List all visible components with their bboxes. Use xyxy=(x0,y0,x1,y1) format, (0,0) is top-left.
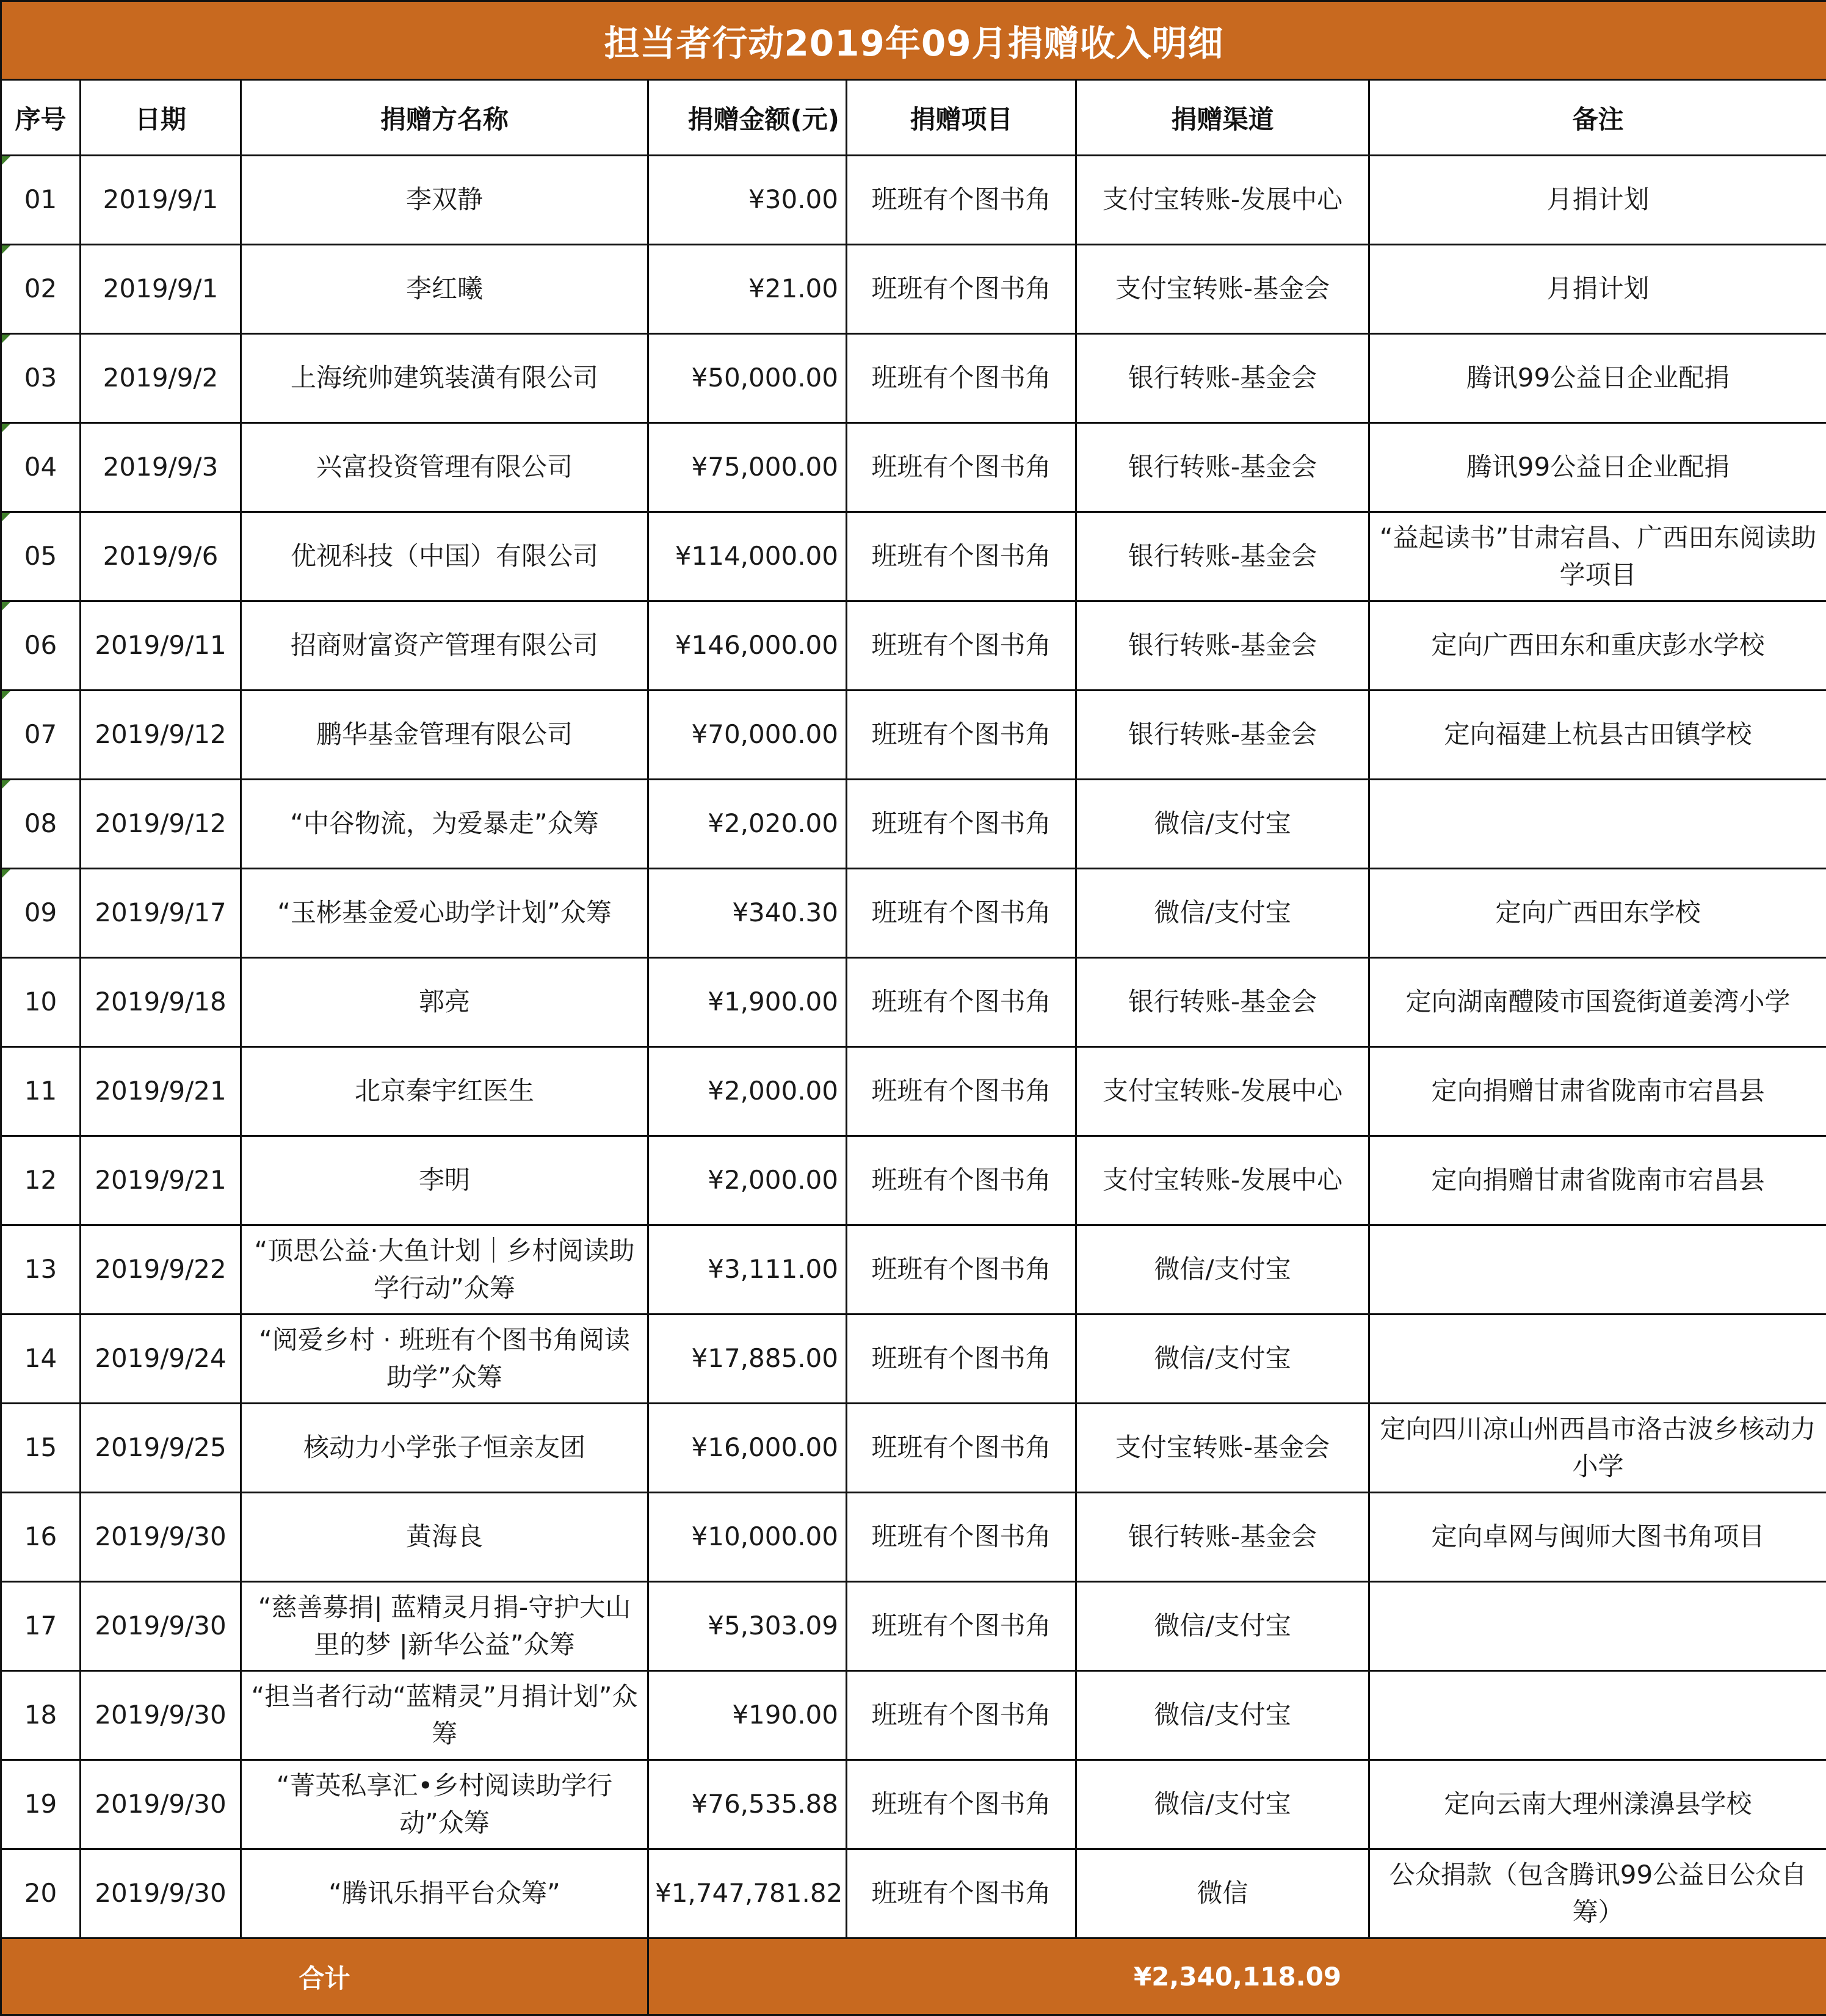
cell-date: 2019/9/12 xyxy=(81,691,241,780)
cell-date: 2019/9/22 xyxy=(81,1225,241,1314)
cell-date: 2019/9/30 xyxy=(81,1493,241,1582)
table-row xyxy=(1,780,1826,869)
sheet-title: 担当者行动2019年09月捐赠收入明细 xyxy=(1,1,1826,80)
cell-donor: “腾讯乐捐平台众筹” xyxy=(241,1849,648,1938)
cell-project: 班班有个图书角 xyxy=(847,1404,1076,1493)
cell-amount: ¥340.30 xyxy=(648,869,847,958)
cell-seq: 09 xyxy=(1,869,81,958)
cell-channel: 支付宝转账-基金会 xyxy=(1076,1404,1369,1493)
cell-note xyxy=(1369,1314,1826,1404)
cell-date: 2019/9/17 xyxy=(81,869,241,958)
cell-donor: 北京秦宇红医生 xyxy=(241,1047,648,1136)
cell-note: 腾讯99公益日企业配捐 xyxy=(1369,423,1826,512)
cell-channel: 微信/支付宝 xyxy=(1076,1760,1369,1849)
cell-channel: 微信 xyxy=(1076,1849,1369,1938)
cell-seq: 14 xyxy=(1,1314,81,1404)
cell-donor: 郭亮 xyxy=(241,958,648,1047)
cell-donor: 招商财富资产管理有限公司 xyxy=(241,601,648,691)
cell-project: 班班有个图书角 xyxy=(847,780,1076,869)
cell-channel: 银行转账-基金会 xyxy=(1076,423,1369,512)
cell-date: 2019/9/21 xyxy=(81,1136,241,1225)
table-row xyxy=(1,1849,1826,1938)
cell-project: 班班有个图书角 xyxy=(847,1671,1076,1760)
cell-project: 班班有个图书角 xyxy=(847,1136,1076,1225)
cell-donor: “顶思公益·大鱼计划｜乡村阅读助学行动”众筹 xyxy=(241,1225,648,1314)
cell-note: “益起读书”甘肃宕昌、广西田东阅读助学项目 xyxy=(1369,512,1826,601)
cell-seq: 11 xyxy=(1,1047,81,1136)
header-donor: 捐赠方名称 xyxy=(241,80,648,156)
cell-date: 2019/9/21 xyxy=(81,1047,241,1136)
cell-channel: 微信/支付宝 xyxy=(1076,1314,1369,1404)
table-row xyxy=(1,1404,1826,1493)
cell-date: 2019/9/30 xyxy=(81,1849,241,1938)
cell-note: 定向广西田东和重庆彭水学校 xyxy=(1369,601,1826,691)
cell-date: 2019/9/24 xyxy=(81,1314,241,1404)
cell-channel: 支付宝转账-发展中心 xyxy=(1076,156,1369,245)
cell-amount: ¥21.00 xyxy=(648,245,847,334)
cell-amount: ¥3,111.00 xyxy=(648,1225,847,1314)
cell-project: 班班有个图书角 xyxy=(847,1047,1076,1136)
cell-date: 2019/9/1 xyxy=(81,156,241,245)
cell-amount: ¥5,303.09 xyxy=(648,1582,847,1671)
cell-channel: 微信/支付宝 xyxy=(1076,780,1369,869)
cell-date: 2019/9/1 xyxy=(81,245,241,334)
cell-date: 2019/9/6 xyxy=(81,512,241,601)
header-channel: 捐赠渠道 xyxy=(1076,80,1369,156)
cell-note: 定向卓网与闽师大图书角项目 xyxy=(1369,1493,1826,1582)
cell-note: 定向云南大理州漾濞县学校 xyxy=(1369,1760,1826,1849)
cell-project: 班班有个图书角 xyxy=(847,512,1076,601)
cell-donor: 李红曦 xyxy=(241,245,648,334)
cell-donor: 李双静 xyxy=(241,156,648,245)
cell-amount: ¥30.00 xyxy=(648,156,847,245)
cell-project: 班班有个图书角 xyxy=(847,334,1076,423)
header-note: 备注 xyxy=(1369,80,1826,156)
cell-seq: 19 xyxy=(1,1760,81,1849)
cell-note: 定向捐赠甘肃省陇南市宕昌县 xyxy=(1369,1136,1826,1225)
cell-note xyxy=(1369,1225,1826,1314)
cell-donor: “菁英私享汇•乡村阅读助学行动”众筹 xyxy=(241,1760,648,1849)
cell-seq: 15 xyxy=(1,1404,81,1493)
cell-note xyxy=(1369,780,1826,869)
cell-seq: 17 xyxy=(1,1582,81,1671)
table-row xyxy=(1,512,1826,601)
cell-seq: 16 xyxy=(1,1493,81,1582)
cell-amount: ¥146,000.00 xyxy=(648,601,847,691)
cell-donor: “阅爱乡村 · 班班有个图书角阅读助学”众筹 xyxy=(241,1314,648,1404)
cell-channel: 微信/支付宝 xyxy=(1076,1582,1369,1671)
cell-channel: 银行转账-基金会 xyxy=(1076,512,1369,601)
cell-channel: 支付宝转账-发展中心 xyxy=(1076,1136,1369,1225)
cell-donor: “玉彬基金爱心助学计划”众筹 xyxy=(241,869,648,958)
total-row xyxy=(1,1938,1826,2015)
cell-date: 2019/9/25 xyxy=(81,1404,241,1493)
table-row xyxy=(1,1493,1826,1582)
cell-donor: 兴富投资管理有限公司 xyxy=(241,423,648,512)
cell-donor: “中谷物流，为爱暴走”众筹 xyxy=(241,780,648,869)
cell-amount: ¥70,000.00 xyxy=(648,691,847,780)
cell-channel: 微信/支付宝 xyxy=(1076,1225,1369,1314)
table-row xyxy=(1,245,1826,334)
cell-date: 2019/9/18 xyxy=(81,958,241,1047)
cell-seq: 08 xyxy=(1,780,81,869)
cell-amount: ¥2,000.00 xyxy=(648,1047,847,1136)
cell-amount: ¥10,000.00 xyxy=(648,1493,847,1582)
cell-date: 2019/9/30 xyxy=(81,1671,241,1760)
cell-note: 腾讯99公益日企业配捐 xyxy=(1369,334,1826,423)
cell-channel: 银行转账-基金会 xyxy=(1076,601,1369,691)
header-project: 捐赠项目 xyxy=(847,80,1076,156)
cell-note xyxy=(1369,1671,1826,1760)
cell-project: 班班有个图书角 xyxy=(847,156,1076,245)
cell-project: 班班有个图书角 xyxy=(847,1582,1076,1671)
cell-channel: 银行转账-基金会 xyxy=(1076,334,1369,423)
cell-date: 2019/9/30 xyxy=(81,1760,241,1849)
table-row xyxy=(1,958,1826,1047)
cell-amount: ¥76,535.88 xyxy=(648,1760,847,1849)
cell-date: 2019/9/3 xyxy=(81,423,241,512)
cell-seq: 05 xyxy=(1,512,81,601)
header-date: 日期 xyxy=(81,80,241,156)
cell-channel: 银行转账-基金会 xyxy=(1076,958,1369,1047)
cell-amount: ¥190.00 xyxy=(648,1671,847,1760)
cell-amount: ¥1,747,781.82 xyxy=(648,1849,847,1938)
cell-seq: 07 xyxy=(1,691,81,780)
cell-date: 2019/9/2 xyxy=(81,334,241,423)
cell-seq: 06 xyxy=(1,601,81,691)
cell-donor: 鹏华基金管理有限公司 xyxy=(241,691,648,780)
cell-seq: 02 xyxy=(1,245,81,334)
cell-project: 班班有个图书角 xyxy=(847,245,1076,334)
cell-note: 月捐计划 xyxy=(1369,245,1826,334)
cell-amount: ¥114,000.00 xyxy=(648,512,847,601)
cell-seq: 03 xyxy=(1,334,81,423)
cell-note: 定向四川凉山州西昌市洛古波乡核动力小学 xyxy=(1369,1404,1826,1493)
table-row xyxy=(1,691,1826,780)
cell-project: 班班有个图书角 xyxy=(847,958,1076,1047)
cell-donor: 优视科技（中国）有限公司 xyxy=(241,512,648,601)
cell-note: 月捐计划 xyxy=(1369,156,1826,245)
header-seq: 序号 xyxy=(1,80,81,156)
cell-note: 定向广西田东学校 xyxy=(1369,869,1826,958)
cell-amount: ¥50,000.00 xyxy=(648,334,847,423)
cell-project: 班班有个图书角 xyxy=(847,1314,1076,1404)
cell-channel: 微信/支付宝 xyxy=(1076,1671,1369,1760)
cell-project: 班班有个图书角 xyxy=(847,423,1076,512)
header-amount: 捐赠金额(元) xyxy=(648,80,847,156)
table-row xyxy=(1,601,1826,691)
cell-seq: 10 xyxy=(1,958,81,1047)
cell-seq: 18 xyxy=(1,1671,81,1760)
cell-note: 定向福建上杭县古田镇学校 xyxy=(1369,691,1826,780)
cell-amount: ¥2,020.00 xyxy=(648,780,847,869)
cell-amount: ¥75,000.00 xyxy=(648,423,847,512)
cell-date: 2019/9/12 xyxy=(81,780,241,869)
cell-donor: 核动力小学张子恒亲友团 xyxy=(241,1404,648,1493)
cell-project: 班班有个图书角 xyxy=(847,1493,1076,1582)
cell-donor: 黄海良 xyxy=(241,1493,648,1582)
cell-seq: 13 xyxy=(1,1225,81,1314)
cell-project: 班班有个图书角 xyxy=(847,691,1076,780)
cell-project: 班班有个图书角 xyxy=(847,1225,1076,1314)
cell-donor: “慈善募捐| 蓝精灵月捐-守护大山里的梦 |新华公益”众筹 xyxy=(241,1582,648,1671)
cell-date: 2019/9/30 xyxy=(81,1582,241,1671)
cell-channel: 支付宝转账-发展中心 xyxy=(1076,1047,1369,1136)
cell-note xyxy=(1369,1582,1826,1671)
cell-project: 班班有个图书角 xyxy=(847,1760,1076,1849)
cell-note: 定向捐赠甘肃省陇南市宕昌县 xyxy=(1369,1047,1826,1136)
table-row xyxy=(1,1136,1826,1225)
cell-channel: 银行转账-基金会 xyxy=(1076,691,1369,780)
table-body xyxy=(1,156,1826,1938)
table-row xyxy=(1,1225,1826,1314)
total-label: 合计 xyxy=(1,1938,648,2015)
cell-amount: ¥16,000.00 xyxy=(648,1404,847,1493)
cell-channel: 支付宝转账-基金会 xyxy=(1076,245,1369,334)
cell-seq: 20 xyxy=(1,1849,81,1938)
cell-project: 班班有个图书角 xyxy=(847,869,1076,958)
cell-project: 班班有个图书角 xyxy=(847,1849,1076,1938)
table-row xyxy=(1,423,1826,512)
cell-amount: ¥2,000.00 xyxy=(648,1136,847,1225)
table-row xyxy=(1,1047,1826,1136)
cell-amount: ¥17,885.00 xyxy=(648,1314,847,1404)
cell-donor: 李明 xyxy=(241,1136,648,1225)
table-row xyxy=(1,1760,1826,1849)
cell-seq: 12 xyxy=(1,1136,81,1225)
table-row xyxy=(1,869,1826,958)
cell-channel: 银行转账-基金会 xyxy=(1076,1493,1369,1582)
table-row xyxy=(1,1314,1826,1404)
table-row xyxy=(1,334,1826,423)
cell-seq: 01 xyxy=(1,156,81,245)
cell-project: 班班有个图书角 xyxy=(847,601,1076,691)
cell-donor: 上海统帅建筑装潢有限公司 xyxy=(241,334,648,423)
cell-channel: 微信/支付宝 xyxy=(1076,869,1369,958)
cell-donor: “担当者行动“蓝精灵”月捐计划”众筹 xyxy=(241,1671,648,1760)
cell-note: 公众捐款（包含腾讯99公益日公众自筹） xyxy=(1369,1849,1826,1938)
table-row xyxy=(1,1582,1826,1671)
cell-seq: 04 xyxy=(1,423,81,512)
table-row xyxy=(1,156,1826,245)
cell-date: 2019/9/11 xyxy=(81,601,241,691)
cell-amount: ¥1,900.00 xyxy=(648,958,847,1047)
header-row xyxy=(1,80,1826,156)
total-value: ¥2,340,118.09 xyxy=(648,1938,1826,2015)
table-row xyxy=(1,1671,1826,1760)
cell-note: 定向湖南醴陵市国瓷街道姜湾小学 xyxy=(1369,958,1826,1047)
